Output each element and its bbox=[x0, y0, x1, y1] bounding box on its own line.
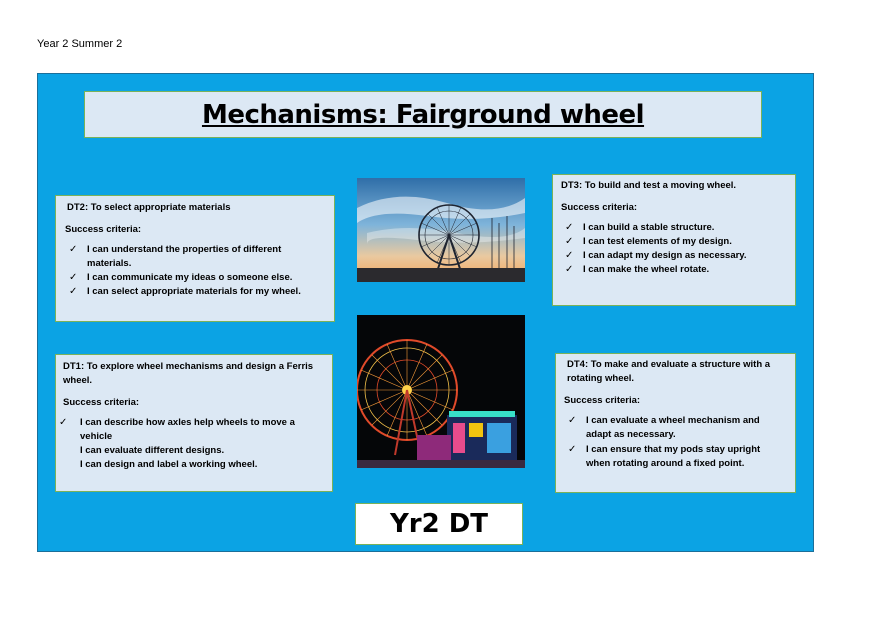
tick-icon: ✓ bbox=[69, 286, 78, 297]
success-criteria-label: Success criteria: bbox=[561, 202, 638, 213]
objective-text: DT4: To make and evaluate a structure with a rotating wheel. bbox=[567, 359, 771, 384]
success-criteria-label: Success criteria: bbox=[65, 224, 142, 235]
tick-icon: ✓ bbox=[565, 236, 574, 247]
tick-icon: ✓ bbox=[568, 415, 577, 426]
objective-text: DT1: To explore wheel mechanisms and design a Ferris wheel. bbox=[63, 361, 314, 386]
criteria-list bbox=[564, 414, 787, 471]
criteria-item: I can evaluate different designs. bbox=[80, 445, 225, 456]
document-header: Year 2 Summer 2 bbox=[37, 38, 123, 50]
criteria-item: ✓ I can ensure that my pods stay upright when rotating around a fixed point. bbox=[568, 444, 761, 469]
objective-text: DT2: To select appropriate materials bbox=[67, 202, 231, 213]
year-label-box bbox=[355, 503, 523, 545]
criteria-item: ✓ I can test elements of my design. bbox=[565, 236, 732, 247]
criteria-list bbox=[65, 243, 326, 299]
ferris-wheel-night-photo bbox=[357, 315, 525, 468]
criteria-item: ✓ I can select appropriate materials for my wheel. bbox=[69, 286, 301, 297]
criteria-item: ✓ I can communicate my ideas o someone else. bbox=[69, 272, 293, 283]
criteria-item: ✓ I can adapt my design as necessary. bbox=[565, 250, 747, 261]
page-title: Mechanisms: Fairground wheel bbox=[201, 99, 645, 130]
criteria-item: ✓ I can understand the properties of different materials. bbox=[69, 244, 282, 269]
tick-icon: ✓ bbox=[568, 444, 577, 455]
criteria-list bbox=[59, 416, 324, 472]
objective-text: DT3: To build and test a moving wheel. bbox=[561, 180, 737, 191]
criteria-item: ✓ I can build a stable structure. bbox=[565, 222, 715, 233]
objective-card-dt4 bbox=[555, 353, 796, 493]
success-criteria-label: Success criteria: bbox=[63, 397, 140, 408]
tick-icon: ✓ bbox=[565, 250, 574, 261]
title-banner bbox=[84, 91, 762, 138]
tick-icon: ✓ bbox=[565, 264, 574, 275]
tick-icon: ✓ bbox=[565, 222, 574, 233]
success-criteria-label: Success criteria: bbox=[564, 395, 641, 406]
objective-card-dt1 bbox=[55, 354, 333, 492]
sunset-ferris-wheel-image bbox=[357, 178, 525, 282]
criteria-item: ✓ I can make the wheel rotate. bbox=[565, 264, 710, 275]
criteria-item: ✓ I can evaluate a wheel mechanism and adapt as necessary. bbox=[568, 415, 760, 440]
criteria-item: ✓ I can describe how axles help wheels to move a vehicle bbox=[59, 417, 295, 442]
tick-icon: ✓ bbox=[59, 417, 68, 428]
tick-icon: ✓ bbox=[69, 272, 78, 283]
objective-card-dt3 bbox=[552, 174, 796, 306]
criteria-item: I can design and label a working wheel. bbox=[80, 459, 258, 470]
objective-card-dt2 bbox=[55, 195, 335, 322]
criteria-list bbox=[561, 221, 787, 277]
tick-icon: ✓ bbox=[69, 244, 78, 255]
night-ferris-wheel-image bbox=[357, 315, 525, 468]
ferris-wheel-sunset-photo bbox=[357, 178, 525, 282]
year-label: Yr2 DT bbox=[389, 509, 489, 539]
